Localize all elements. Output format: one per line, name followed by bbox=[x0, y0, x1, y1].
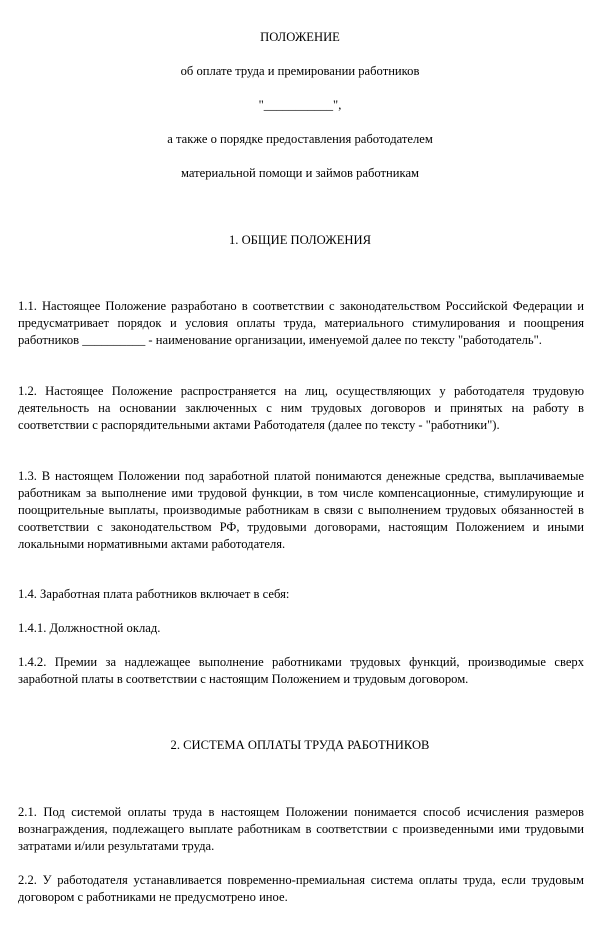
company-name-blank: "___________", bbox=[258, 98, 342, 112]
paragraph-2-2: 2.2. У работодателя устанавливается повременно-премиальная система оплаты труда, если трудовым договором с работниками не предусмотрено иное. bbox=[18, 873, 584, 904]
document-subtitle-line-3: материальной помощи и займов работникам bbox=[180, 166, 420, 180]
paragraph-1-2: 1.2. Настоящее Положение распространяется на лиц, осуществляющих у работодателя трудовую деятельность на основании заключенных с ним трудовых договоров и принятых на работу в соответствии с распорядительными актами Работодателя (далее по тексту - "работники"). bbox=[18, 384, 584, 432]
document-title: ПОЛОЖЕНИЕ bbox=[260, 30, 340, 44]
section-2-heading: 2. СИСТЕМА ОПЛАТЫ ТРУДА РАБОТНИКОВ bbox=[170, 738, 430, 752]
section-1-heading: 1. ОБЩИЕ ПОЛОЖЕНИЯ bbox=[228, 233, 371, 247]
paragraph-1-4: 1.4. Заработная плата работников включает в себя: bbox=[18, 587, 290, 601]
paragraph-1-1: 1.1. Настоящее Положение разработано в соответствии с законодательством Российской Федерации и предусматривает порядок и условия оплаты труда, материального стимулирования и поощрения работников __________ - наименование организации, именуемой далее по тексту "работодатель". bbox=[18, 299, 584, 347]
paragraph-1-4-2: 1.4.2. Премии за надлежащее выполнение работниками трудовых функций, производимые сверх заработной платы в соответствии с настоящим Положением и трудовым договором. bbox=[18, 655, 584, 686]
paragraph-1-3: 1.3. В настоящем Положении под заработной платой понимаются денежные средства, выплачиваемые работникам за выполнение ими трудовой функции, в том числе компенсационные, стимулирующие и поощрительные выплаты, производимые работникам в связи с выполнением трудовых обязанностей в соответствии с законодательством РФ, трудовыми договорами, настоящим Положением и иными локальными нормативными актами работодателя. bbox=[18, 469, 584, 551]
document-subtitle-line-1: об оплате труда и премировании работников bbox=[180, 64, 420, 78]
paragraph-2-1: 2.1. Под системой оплаты труда в настоящем Положении понимается способ исчисления размеров вознаграждения, подлежащего выплате работникам в соответствии с произведенными ими трудовыми затратами и/или результатами труда. bbox=[18, 805, 584, 853]
paragraph-1-4-1: 1.4.1. Должностной оклад. bbox=[18, 621, 161, 635]
document-subtitle-line-2: а также о порядке предоставления работодателем bbox=[167, 132, 433, 146]
